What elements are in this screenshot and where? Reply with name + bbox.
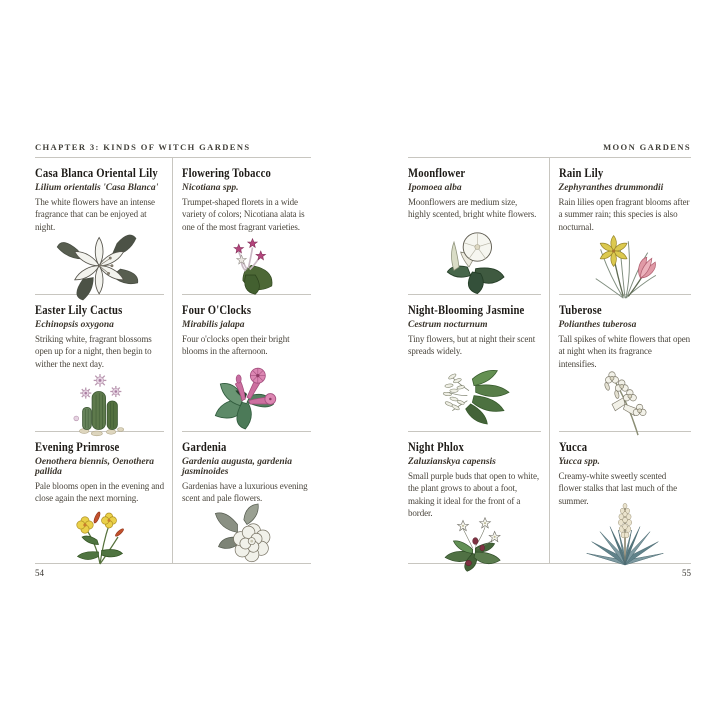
left-page-column-1 bbox=[35, 158, 172, 563]
right-page bbox=[408, 142, 691, 588]
right-page-column-1 bbox=[408, 158, 549, 563]
evening-primrose-illustration bbox=[35, 505, 164, 563]
right-page-header: MOON GARDENS bbox=[408, 142, 691, 158]
plant-title: Yucca bbox=[558, 439, 587, 454]
plant-description: Rain lilies open fragrant blooms after a summer rain; this species is also nocturnal. bbox=[558, 197, 690, 232]
entry-night-phlox bbox=[408, 432, 541, 563]
plant-title: Casa Blanca Oriental Lily bbox=[35, 165, 158, 180]
plant-description: Four o'clocks open their bright blooms in the afternoon. bbox=[182, 334, 290, 357]
entry-casa-blanca-oriental-lily bbox=[35, 158, 164, 295]
plant-description: Creamy-white sweetly scented flower stalks that last much of the summer. bbox=[558, 471, 677, 506]
right-page-column-2 bbox=[549, 158, 692, 563]
entry-easter-lily-cactus bbox=[35, 295, 164, 432]
left-page-column-2 bbox=[172, 158, 311, 563]
right-page-number: 55 bbox=[682, 568, 691, 578]
plant-title: Moonflower bbox=[408, 165, 466, 180]
moonflower-illustration bbox=[408, 221, 541, 294]
plant-title: Tuberose bbox=[558, 302, 602, 317]
plant-description: Moonflowers are medium size, highly scented, bright white flowers. bbox=[408, 197, 537, 220]
left-page bbox=[35, 142, 311, 588]
left-page-number: 54 bbox=[35, 568, 44, 578]
easter-lily-cactus-illustration bbox=[35, 370, 164, 431]
plant-description: Pale blooms open in the evening and close again the next morning. bbox=[35, 481, 164, 504]
entry-four-oclocks bbox=[182, 295, 311, 432]
entry-rain-lily bbox=[559, 158, 692, 295]
tuberose-illustration bbox=[559, 370, 692, 431]
left-page-columns bbox=[35, 158, 311, 564]
plant-title: Easter Lily Cactus bbox=[35, 302, 123, 317]
night-blooming-jasmine-illustration bbox=[408, 358, 541, 431]
plant-latin-name: Ipomoea alba bbox=[408, 183, 462, 193]
plant-title: Four O'Clocks bbox=[182, 302, 252, 317]
plant-latin-name: Yucca spp. bbox=[558, 457, 600, 467]
rain-lily-illustration bbox=[559, 233, 692, 294]
plant-latin-name: Echinopsis oxygona bbox=[35, 320, 114, 330]
entry-flowering-tobacco bbox=[182, 158, 311, 295]
plant-title: Flowering Tobacco bbox=[182, 165, 271, 180]
plant-title: Rain Lily bbox=[558, 165, 603, 180]
plant-description: Tiny flowers, but at night their scent spreads widely. bbox=[408, 334, 536, 357]
entry-tuberose bbox=[559, 295, 692, 432]
left-page-header: CHAPTER 3: KINDS OF WITCH GARDENS bbox=[35, 142, 311, 158]
plant-latin-name: Zaluzianskya capensis bbox=[408, 457, 496, 467]
plant-latin-name: Mirabilis jalapa bbox=[182, 320, 245, 330]
gardenia-illustration bbox=[182, 505, 311, 563]
plant-title: Evening Primrose bbox=[35, 439, 120, 454]
plant-title: Night Phlox bbox=[408, 439, 465, 454]
flowering-tobacco-illustration bbox=[182, 233, 311, 294]
night-phlox-illustration bbox=[408, 520, 541, 563]
four-oclocks-illustration bbox=[182, 358, 311, 431]
plant-latin-name: Zephyranthes drummondii bbox=[558, 183, 664, 193]
plant-latin-name: Gardenia augusta, gardenia jasminoides bbox=[182, 457, 293, 477]
entry-yucca bbox=[559, 432, 692, 563]
plant-description: Striking white, fragrant blossoms open up for a night, then begin to wither the next day. bbox=[35, 334, 152, 369]
entry-moonflower bbox=[408, 158, 541, 295]
plant-latin-name: Lilium orientalis 'Casa Blanca' bbox=[35, 183, 159, 193]
yucca-illustration bbox=[559, 507, 692, 563]
plant-description: Gardenias have a luxurious evening scent and pale flowers. bbox=[182, 481, 308, 504]
plant-title: Gardenia bbox=[182, 439, 227, 454]
entry-evening-primrose bbox=[35, 432, 164, 563]
right-page-columns bbox=[408, 158, 691, 564]
plant-description: Tall spikes of white flowers that open at night when its fragrance intensifies. bbox=[558, 334, 691, 369]
plant-latin-name: Oenothera biennis, Oenothera pallida bbox=[35, 457, 155, 477]
plant-latin-name: Polianthes tuberosa bbox=[558, 320, 637, 330]
plant-latin-name: Nicotiana spp. bbox=[182, 183, 239, 193]
entry-gardenia bbox=[182, 432, 311, 563]
plant-description: The white flowers have an intense fragrance that can be enjoyed at night. bbox=[35, 197, 155, 232]
entry-night-blooming-jasmine bbox=[408, 295, 541, 432]
plant-description: Trumpet-shaped florets in a wide variety of colors; Nicotiana alata is one of the most fragrant varieties. bbox=[182, 197, 305, 232]
plant-title: Night-Blooming Jasmine bbox=[408, 302, 525, 317]
plant-description: Small purple buds that open to white, the plant grows to about a foot, making it ideal for the front of a border. bbox=[408, 471, 540, 519]
casa-blanca-lily-illustration bbox=[35, 233, 164, 294]
plant-latin-name: Cestrum nocturnum bbox=[408, 320, 488, 330]
